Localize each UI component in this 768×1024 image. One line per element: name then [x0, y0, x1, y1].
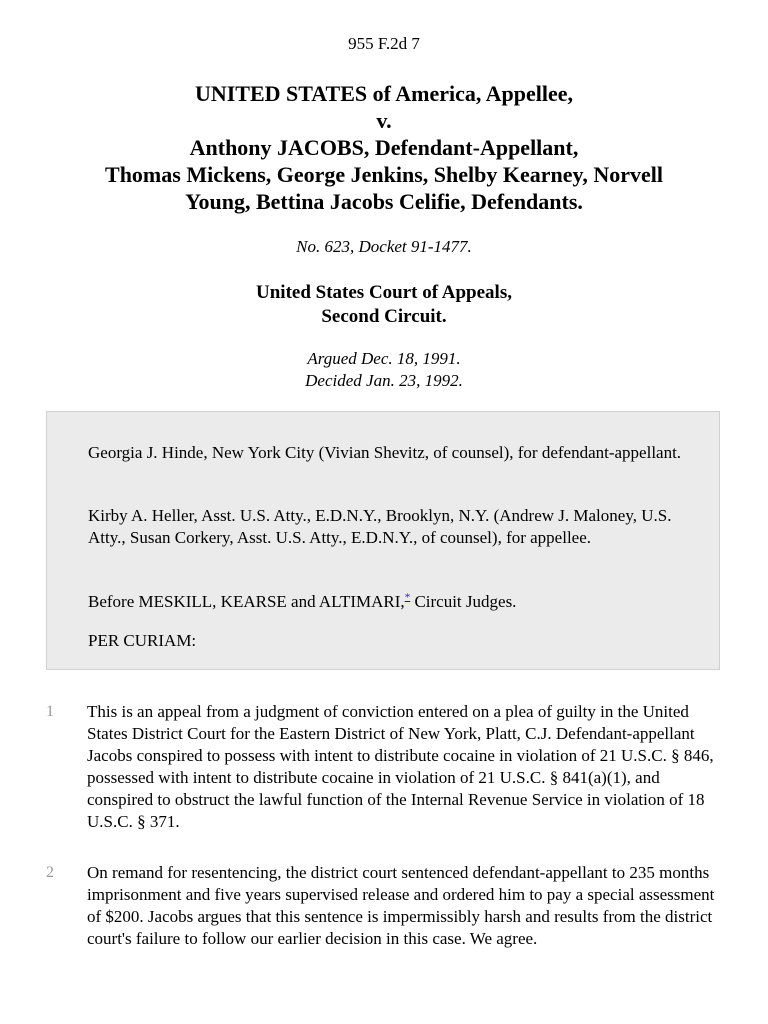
paragraph-number: 2: [46, 864, 54, 881]
appellant-counsel: Georgia J. Hinde, New York City (Vivian Shevitz, of counsel), for defendant-appellant.: [88, 443, 682, 462]
court-name-line2: Second Circuit.: [321, 306, 447, 327]
footnote-link[interactable]: *: [404, 591, 411, 604]
paragraph-number: 1: [46, 703, 54, 720]
caption-defendants-line1: Thomas Mickens, George Jenkins, Shelby Kearney, Norvell: [105, 162, 663, 187]
caption-defendants-line2: Young, Bettina Jacobs Celifie, Defendants.: [185, 189, 583, 214]
paragraph-text: On remand for resentencing, the district court sentenced defendant-appellant to 235 months imprisonment and five years supervised release and ordered him to pay a special assessment of $200. Jacobs argues that this sentence is impermissibly harsh and results from the district court's failure to follow our earlier decision in this case. We agree.: [87, 863, 715, 948]
paragraph-text: This is an appeal from a judgment of conviction entered on a plea of guilty in the United States District Court for the Eastern District of New York, Platt, C.J. Defendant-appellant Jacobs conspired to possess with intent to distribute cocaine in violation of 21 U.S.C. § 846, possessed with intent to distribute cocaine in violation of 21 U.S.C. § 841(a)(1), and conspired to obstruct the lawful function of the Internal Revenue Service in violation of 18 U.S.C. § 371.: [87, 702, 714, 831]
case-caption: [40, 80, 728, 215]
bench-judges: Before MESKILL, KEARSE and ALTIMARI,: [88, 592, 405, 611]
case-dates: [0, 348, 768, 392]
decided-date: Decided Jan. 23, 1992.: [305, 371, 463, 390]
caption-appellee: UNITED STATES of America, Appellee,: [194, 81, 574, 106]
docket-number: No. 623, Docket 91-1477.: [296, 237, 472, 256]
caption-appellant: Anthony JACOBS, Defendant-Appellant,: [189, 135, 579, 160]
case-citation: 955 F.2d 7: [348, 34, 420, 53]
per-curiam-heading: PER CURIAM:: [88, 631, 197, 650]
argued-date: Argued Dec. 18, 1991.: [307, 349, 461, 368]
court-name: [0, 281, 768, 329]
bench-title: Circuit Judges.: [410, 592, 517, 611]
bench-line: [88, 591, 688, 613]
caption-versus: v.: [376, 108, 392, 133]
counsel-panel: [46, 411, 720, 670]
appellee-counsel: Kirby A. Heller, Asst. U.S. Atty., E.D.N.Y., Brooklyn, N.Y. (Andrew J. Maloney, U.S. Atty., Susan Corkery, Asst. U.S. Atty., E.D.N.Y., of counsel), for appellee.: [88, 506, 672, 547]
court-name-line1: United States Court of Appeals,: [256, 282, 512, 303]
